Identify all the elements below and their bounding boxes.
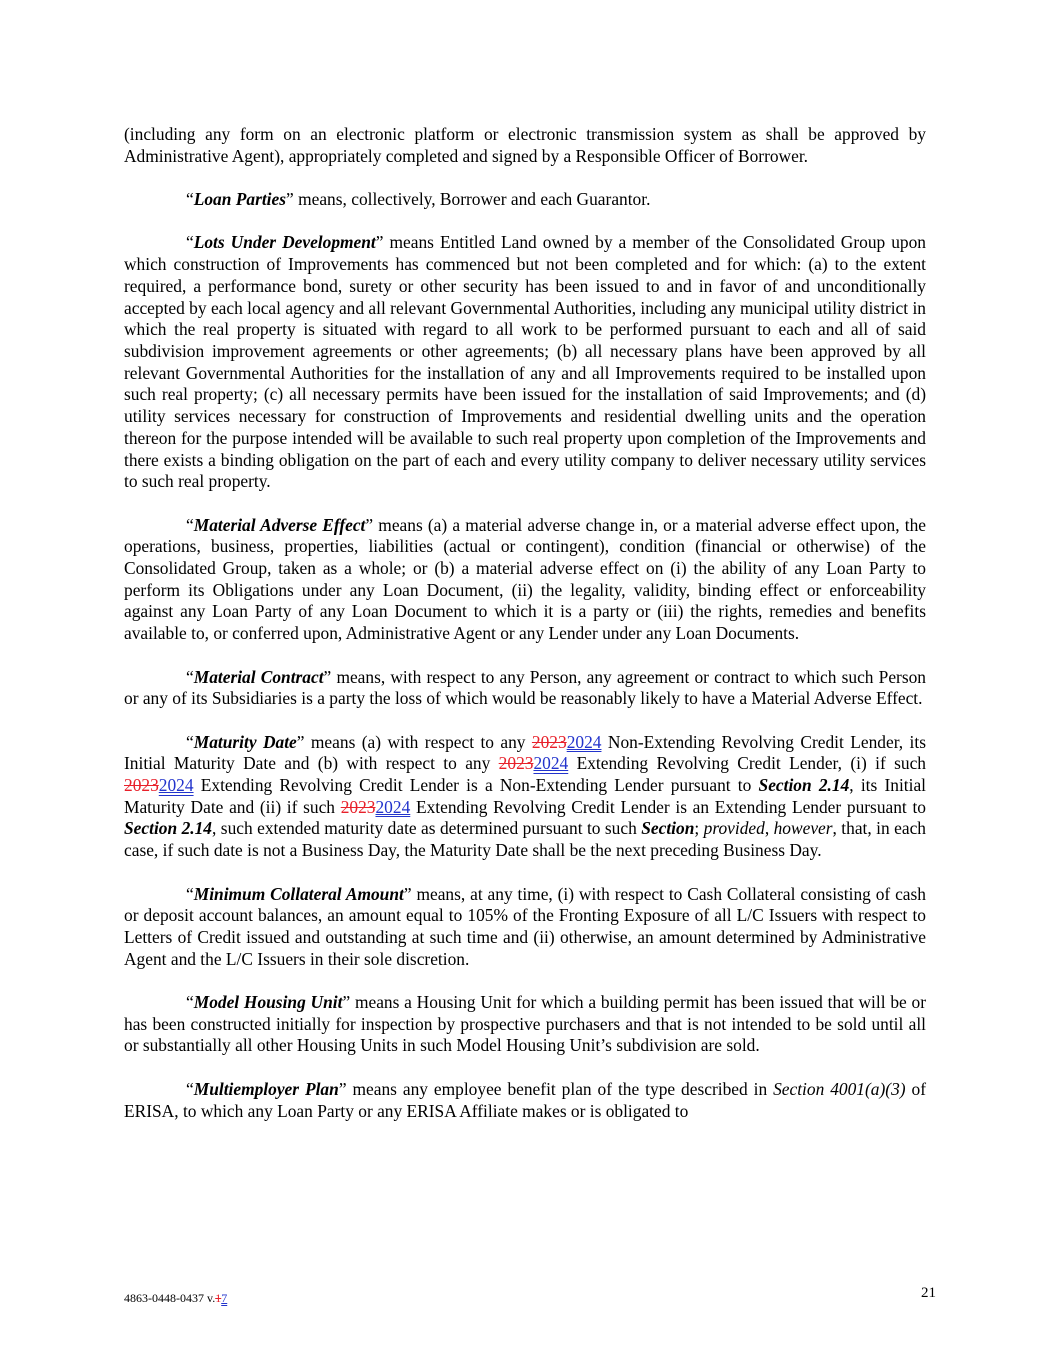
deleted-text: 2023 [340,796,376,817]
definition-body: means, with respect to any Person, any agreement or contract to which such Person or any of its Subsidiaries is a party the loss of which would be reasonably likely to have a Material Adverse Effect. [124,666,926,709]
definition-material-adverse-effect [124,515,926,645]
section-reference: Section 4001(a)(3) [773,1078,906,1099]
open-quote: “ [186,731,194,752]
text-segment: , such extended maturity date as determined pursuant to such [212,818,642,839]
deleted-text: 2023 [124,775,159,796]
close-quote: ” [403,883,412,904]
inserted-text: 2024 [375,796,411,817]
deleted-version: 1 [215,1291,222,1305]
open-quote: “ [186,1078,194,1099]
inserted-text: 2024 [533,753,569,774]
inserted-text: 2024 [566,731,602,752]
definition-body: means, at any time, (i) with respect to Cash Collateral consisting of cash or deposit account balances, an amount equal to 105% of the Fronting Exposure of all L/C Issuers with respect to Letters of Credit issued and outstanding at such time and (ii) otherwise, an amount determined by Administrative Agent and the L/C Issuers in their sole discretion. [124,883,926,969]
open-quote: “ [186,189,194,210]
close-quote: ” [323,666,332,687]
deleted-text: 2023 [498,753,534,774]
section-reference: Section 2.14 [758,775,850,796]
definition-maturity-date [124,732,926,862]
text-segment: means (a) with respect to any [304,731,532,752]
definition-material-contract [124,667,926,710]
definition-loan-parties [124,189,926,211]
text-segment: , that, in each case, if such date is not a Business Day, the Maturity Date shall be the next preceding Business Day. [124,818,926,861]
text-segment: , [764,818,774,839]
open-quote: “ [186,666,194,687]
definition-body: means (a) a material adverse change in, or a material adverse effect upon, the operations, business, properties, liabilities (actual or contingent), condition (financial or otherwise) of the Consolidated Group, taken as a whole; or (b) a material adverse effect on (i) the ability of any Loan Party to perform its Obligations under any Loan Document, (ii) the legality, validity, binding effect or enforceability against any Loan Party of any Loan Document to which it is a party or (iii) the rights, remedies and benefits available to, or conferred upon, Administrative Agent or any Lender under any Loan Documents. [124,514,927,644]
section-reference: Section 2.14 [124,818,213,839]
deleted-text: 2023 [531,731,567,752]
definition-body: means, collectively, Borrower and each Guarantor. [293,189,651,210]
italic-text: however [773,818,833,839]
text-segment: Extending Revolving Credit Lender is a Non-Extending Lender pursuant to [193,775,759,796]
definition-minimum-collateral-amount [124,884,926,971]
italic-text: provided [703,818,765,839]
definition-body: means Entitled Land owned by a member of the Consolidated Group upon which construction of Improvements has commenced but not been completed and for which: (a) to the extent required, a performance bond, surety or other security has been issued to and in favor of and unconditionally accepted by each local agency and all relevant Governmental Authorities, including any municipal utility district in which the real property is situated with regard to all work to be performed pursuant to each and all of said subdivision improvement agreements or other agreements; (b) all necessary plans have been approved by all relevant Governmental Authorities for the installation of any and all Improvements required to be installed upon such real property; (c) all necessary permits have been issued for the installation of said Improvements; and (d) utility services necessary for construction of Improvements and residential dwelling units and the operation thereon for the purpose intended will be available to such real property upon completion of the Improvements and there exists a binding obligation on the part of each and every utility company to deliver necessary utility services to such real property. [124,232,926,492]
definition-body: means any employee benefit plan of the type described in [346,1078,774,1099]
text-segment: Extending Revolving Credit Lender is an Extending Lender pursuant to [410,796,926,817]
definition-multiemployer-plan [124,1079,926,1122]
close-quote: ” [365,514,374,535]
document-page [124,124,926,1144]
defined-term: Maturity Date [193,731,297,752]
inserted-text: 2024 [158,775,194,796]
definition-body: of ERISA, to which any Loan Party or any ERISA Affiliate makes or is obligated to [124,1078,926,1121]
text-segment: Non-Extending Revolving Credit Lender, its Initial Maturity Date and (b) with respect to any [124,731,926,774]
defined-term: Lots Under Development [193,232,376,253]
close-quote: ” [286,189,294,210]
close-quote: ” [375,232,384,253]
defined-term: Multiemployer Plan [193,1078,339,1099]
continuation-paragraph: (including any form on an electronic platform or electronic transmission system as shall be approved by Administrative Agent), appropriately completed and signed by a Responsible Officer of Borrower. [124,124,926,166]
defined-term: Loan Parties [193,189,287,210]
open-quote: “ [186,232,194,253]
close-quote: ” [342,992,351,1013]
open-quote: “ [186,883,194,904]
doc-id: 4863-0448-0437 v. [124,1291,216,1305]
close-quote: ” [296,731,305,752]
open-quote: “ [186,992,194,1013]
close-quote: ” [338,1078,347,1099]
defined-term: Material Adverse Effect [193,514,366,535]
text-segment: , its Initial Maturity Date and (ii) if such [124,775,926,817]
definition-body: means a Housing Unit for which a building permit has been issued that will be or has been constructed initially for inspection by prospective purchasers and that is not intended to be sold until all or substantially all other Housing Units in such Model Housing Unit’s subdivision are sold. [124,992,926,1056]
text-segment: Extending Revolving Credit Lender, (i) if such [568,753,926,774]
defined-term: Minimum Collateral Amount [193,883,404,904]
defined-term: Model Housing Unit [193,992,343,1013]
defined-term: Material Contract [193,666,324,687]
section-reference: Section [641,818,695,839]
text-segment: ; [694,818,704,839]
definition-model-housing-unit [124,992,926,1057]
page-number: 21 [921,1285,936,1301]
footer-document-id [124,1291,227,1306]
open-quote: “ [186,514,194,535]
definition-lots-under-development [124,232,926,492]
inserted-version: 7 [221,1291,228,1305]
